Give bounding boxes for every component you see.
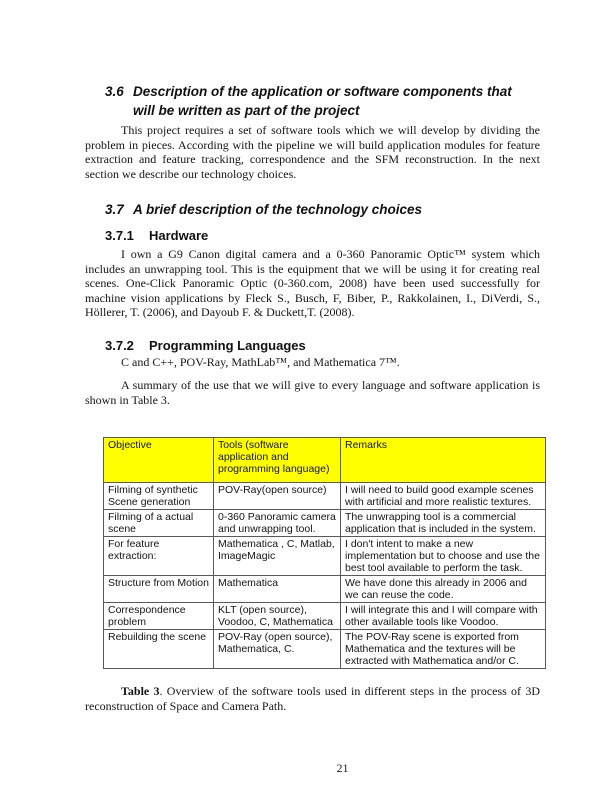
section-heading-3-7-1	[105, 228, 540, 244]
page-number: 21	[336, 761, 349, 775]
table-cell-tools: Mathematica	[214, 576, 341, 603]
table-row	[104, 603, 546, 630]
table-caption	[85, 684, 540, 713]
table-header-tools: Tools (software application and programming language)	[214, 438, 341, 483]
table-cell-objective: Correspondence problem	[104, 603, 214, 630]
table-row	[104, 576, 546, 603]
table-cell-remarks: I will need to build good example scenes with artificial and more realistic textures.	[341, 483, 546, 510]
table-cell-objective: Filming of synthetic Scene generation	[104, 483, 214, 510]
table-row	[104, 630, 546, 669]
table-cell-objective: Rebuilding the scene	[104, 630, 214, 669]
section-number-3-7: 3.7	[105, 202, 124, 217]
software-tools-table	[103, 437, 546, 669]
paragraph-3-6: This project requires a set of software tools which we will develop by dividing the problem in pieces. According with the pipeline we will build application modules for feature extraction and feature tracking, correspondence and the SFM reconstruction. In the next section we describe our technology choices.	[85, 123, 540, 181]
table-cell-tools: Mathematica , C, Matlab, ImageMagic	[214, 537, 341, 576]
table-cell-remarks: We have done this already in 2006 and we can reuse the code.	[341, 576, 546, 603]
section-title-3-6-line1: Description of the application or software components that	[133, 84, 512, 99]
section-number-3-6: 3.6	[105, 84, 124, 99]
section-title-3-6-line2: will be written as part of the project	[133, 103, 360, 118]
section-number-3-7-1: 3.7.1	[105, 228, 134, 243]
table-caption-label: Table 3	[121, 684, 160, 698]
section-number-3-7-2: 3.7.2	[105, 337, 134, 353]
table-cell-tools: KLT (open source), Voodoo, C, Mathematica	[214, 603, 341, 630]
table-cell-objective: For feature extraction:	[104, 537, 214, 576]
table-cell-remarks: The unwrapping tool is a commercial application that is included in the system.	[341, 510, 546, 537]
section-heading-3-6	[105, 82, 540, 120]
section-title-3-7-1: Hardware	[149, 228, 209, 243]
languages-line: C and C++, POV-Ray, MathLab™, and Mathematica 7™.	[121, 354, 400, 369]
table-cell-objective: Structure from Motion	[104, 576, 214, 603]
paragraph-3-7-1: I own a G9 Canon digital camera and a 0-360 Panoramic Optic™ system which includes an unwrapping tool. This is the equipment that we will be using it for creating real scenes. One-Click Panoramic Optic (0-360.com, 2008) have been used successfully for machine vision applications by Fleck S., Busch, F, Biber, P., Rakkolainen, I., DiVerdi, S., Höllerer, T. (2006), and Dayoub F. & Duckett,T. (2008).	[85, 247, 540, 319]
table-cell-tools: POV-Ray(open source)	[214, 483, 341, 510]
paragraph-3-7-2: A summary of the use that we will give to every language and software application is shown in Table 3.	[85, 378, 540, 407]
table-cell-tools: POV-Ray (open source), Mathematica, C.	[214, 630, 341, 669]
section-heading-3-7-2	[105, 338, 540, 354]
table-cell-remarks: I don't intent to make a new implementation but to choose and use the best tool available to perform the task.	[341, 537, 546, 576]
section-title-3-7-2: Programming Languages	[149, 337, 306, 353]
table-header-objective: Objective	[104, 438, 214, 483]
table-header-remarks: Remarks	[341, 438, 546, 483]
table-row	[104, 483, 546, 510]
table-row	[104, 510, 546, 537]
table-cell-objective: Filming of a actual scene	[104, 510, 214, 537]
table-row	[104, 537, 546, 576]
section-title-3-6	[133, 82, 540, 120]
table-cell-tools: 0-360 Panoramic camera and unwrapping tool.	[214, 510, 341, 537]
table-cell-remarks: I will integrate this and I will compare with other available tools like Voodoo.	[341, 603, 546, 630]
section-title-3-7: A brief description of the technology choices	[133, 202, 423, 217]
table-header-row	[104, 438, 546, 483]
table-cell-remarks: The POV-Ray scene is exported from Mathematica and the textures will be extracted with Mathematica and/or C.	[341, 630, 546, 669]
section-heading-3-7	[105, 200, 540, 219]
table-caption-text: . Overview of the software tools used in different steps in the process of 3D reconstruction of Space and Camera Path.	[85, 684, 540, 713]
